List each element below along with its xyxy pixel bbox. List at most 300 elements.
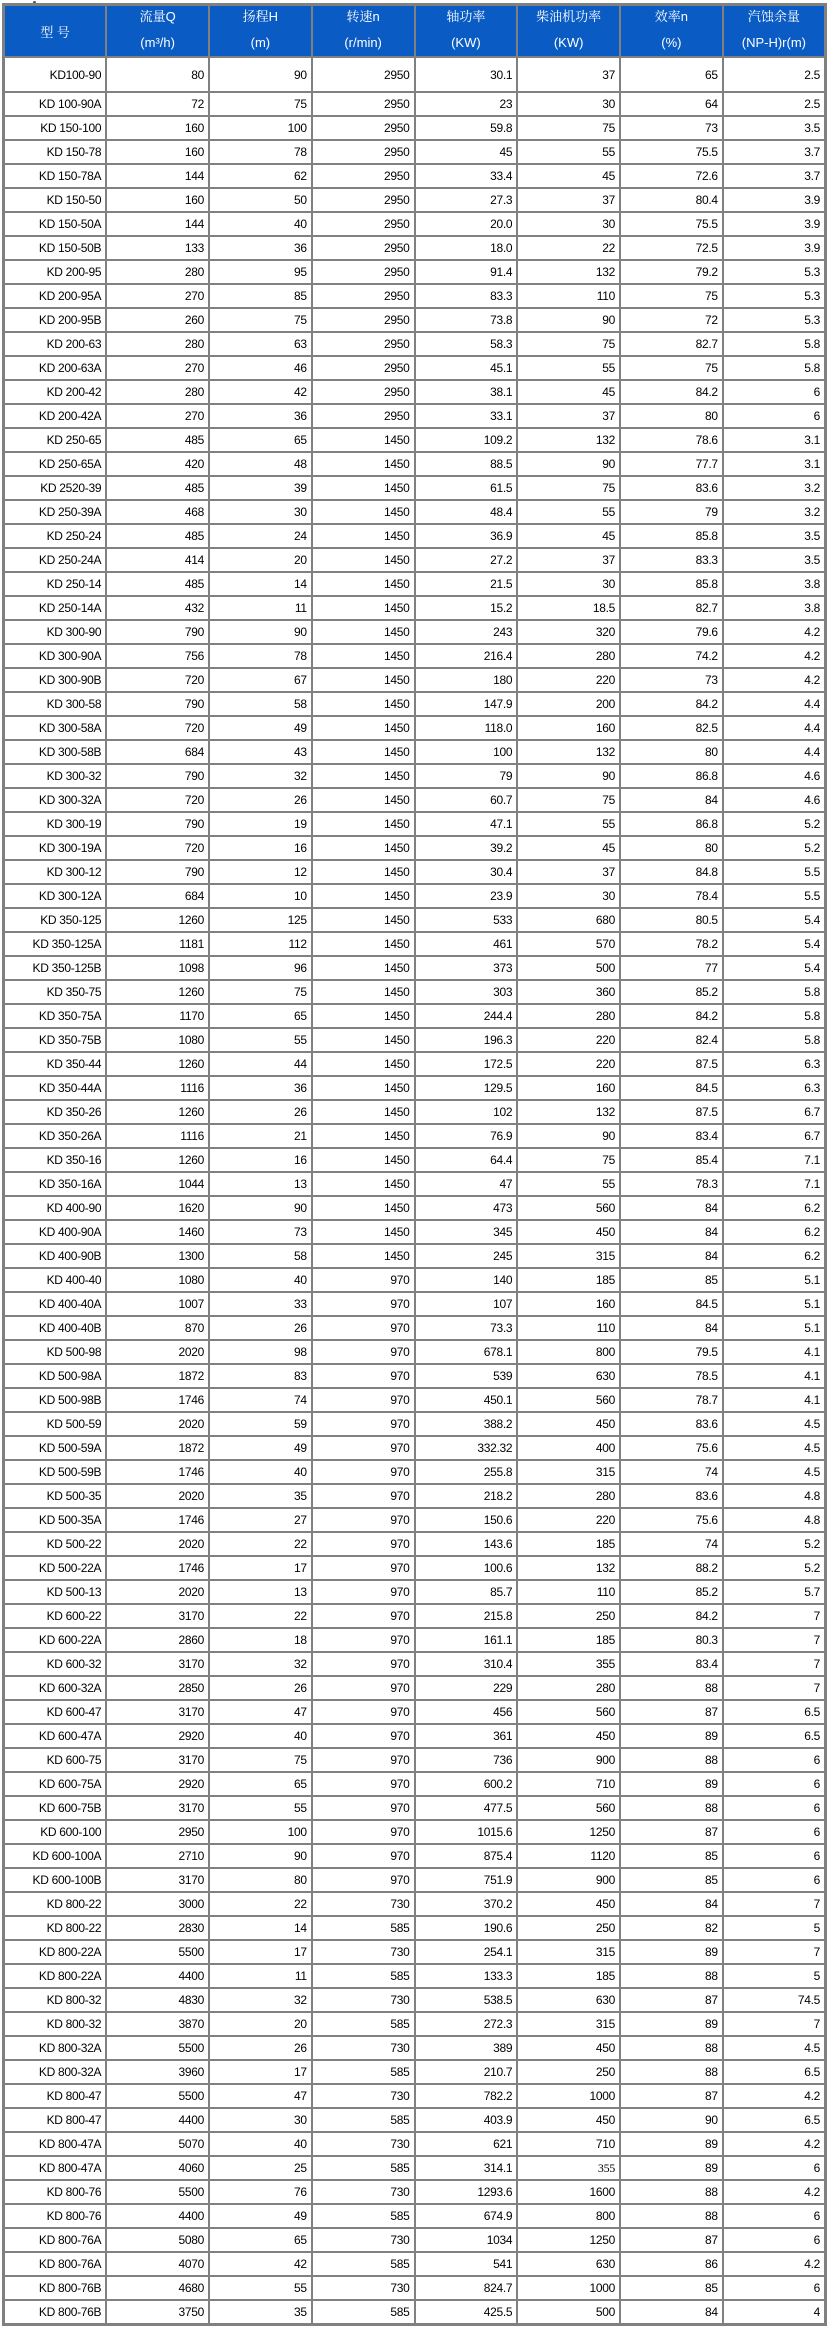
value-cell: 65 xyxy=(209,1004,312,1028)
table-row xyxy=(4,1628,826,1652)
value-cell: 1300 xyxy=(106,1244,209,1268)
value-cell: 1015.6 xyxy=(415,1820,518,1844)
column-unit: (m) xyxy=(250,35,271,50)
table-row xyxy=(4,188,826,212)
table-row xyxy=(4,1316,826,1340)
value-cell: 1044 xyxy=(106,1172,209,1196)
value-cell: 26 xyxy=(209,1676,312,1700)
value-cell: 2950 xyxy=(312,92,415,116)
value-cell: 414 xyxy=(106,548,209,572)
value-cell: 30 xyxy=(517,92,620,116)
value-cell: 87 xyxy=(620,1820,723,1844)
value-cell: 630 xyxy=(517,2252,620,2276)
value-cell: 40 xyxy=(209,1724,312,1748)
value-cell: 125 xyxy=(209,908,312,932)
value-cell: 64.4 xyxy=(415,1148,518,1172)
value-cell: 89 xyxy=(620,1772,723,1796)
model-cell: KD 800-76 xyxy=(4,2204,107,2228)
table-row xyxy=(4,380,826,404)
value-cell: 2020 xyxy=(106,1412,209,1436)
value-cell: 270 xyxy=(106,356,209,380)
value-cell: 21 xyxy=(209,1124,312,1148)
model-cell: KD 600-75A xyxy=(4,1772,107,1796)
value-cell: 11 xyxy=(209,596,312,620)
value-cell: 90 xyxy=(209,620,312,644)
value-cell: 6 xyxy=(723,404,826,428)
value-cell: 389 xyxy=(415,2036,518,2060)
value-cell: 790 xyxy=(106,860,209,884)
value-cell: 5.8 xyxy=(723,980,826,1004)
table-row xyxy=(4,1532,826,1556)
value-cell: 254.1 xyxy=(415,1940,518,1964)
model-cell: KD 400-40B xyxy=(4,1316,107,1340)
value-cell: 88 xyxy=(620,2204,723,2228)
value-cell: 800 xyxy=(517,1340,620,1364)
value-cell: 1260 xyxy=(106,1052,209,1076)
value-cell: 3170 xyxy=(106,1868,209,1892)
value-cell: 74 xyxy=(620,1532,723,1556)
value-cell: 5.7 xyxy=(723,1580,826,1604)
value-cell: 751.9 xyxy=(415,1868,518,1892)
table-row xyxy=(4,1244,826,1268)
value-cell: 45 xyxy=(517,524,620,548)
value-cell: 2950 xyxy=(312,236,415,260)
column-unit: (NP-H)r(m) xyxy=(741,35,806,50)
table-row xyxy=(4,620,826,644)
value-cell: 6.3 xyxy=(723,1052,826,1076)
table-row xyxy=(4,212,826,236)
model-cell: KD 250-24A xyxy=(4,548,107,572)
table-row xyxy=(4,1484,826,1508)
value-cell: 75 xyxy=(209,92,312,116)
value-cell: 75 xyxy=(209,980,312,1004)
value-cell: 37 xyxy=(517,57,620,92)
value-cell: 25 xyxy=(209,2156,312,2180)
model-cell: KD 800-47 xyxy=(4,2108,107,2132)
table-row xyxy=(4,164,826,188)
value-cell: 485 xyxy=(106,476,209,500)
value-cell: 5.4 xyxy=(723,956,826,980)
value-cell: 86.8 xyxy=(620,812,723,836)
value-cell: 78.4 xyxy=(620,884,723,908)
value-cell: 3.2 xyxy=(723,500,826,524)
value-cell: 3170 xyxy=(106,1700,209,1724)
value-cell: 790 xyxy=(106,620,209,644)
value-cell: 75.5 xyxy=(620,212,723,236)
model-cell: KD 250-65 xyxy=(4,428,107,452)
value-cell: 83.4 xyxy=(620,1124,723,1148)
value-cell: 39.2 xyxy=(415,836,518,860)
value-cell: 1000 xyxy=(517,2276,620,2300)
value-cell: 83.3 xyxy=(620,548,723,572)
column-label: 转速n xyxy=(346,9,380,24)
value-cell: 790 xyxy=(106,764,209,788)
value-cell: 244.4 xyxy=(415,1004,518,1028)
model-cell: KD 350-75A xyxy=(4,1004,107,1028)
table-row xyxy=(4,764,826,788)
value-cell: 730 xyxy=(312,2180,415,2204)
value-cell: 49 xyxy=(209,2204,312,2228)
value-cell: 33.4 xyxy=(415,164,518,188)
value-cell: 45 xyxy=(415,140,518,164)
value-cell: 970 xyxy=(312,1724,415,1748)
value-cell: 5.2 xyxy=(723,812,826,836)
value-cell: 220 xyxy=(517,1028,620,1052)
value-cell: 1450 xyxy=(312,956,415,980)
value-cell: 5.3 xyxy=(723,284,826,308)
value-cell: 17 xyxy=(209,1556,312,1580)
value-cell: 2950 xyxy=(312,308,415,332)
table-row xyxy=(4,2060,826,2084)
value-cell: 49 xyxy=(209,1436,312,1460)
value-cell: 132 xyxy=(517,1556,620,1580)
value-cell: 79.5 xyxy=(620,1340,723,1364)
table-row xyxy=(4,1364,826,1388)
model-cell: KD 200-95B xyxy=(4,308,107,332)
value-cell: 730 xyxy=(312,1988,415,2012)
value-cell: 87.5 xyxy=(620,1100,723,1124)
value-cell: 1450 xyxy=(312,980,415,1004)
model-cell: KD 800-76 xyxy=(4,2180,107,2204)
value-cell: 85.4 xyxy=(620,1148,723,1172)
value-cell: 730 xyxy=(312,1892,415,1916)
value-cell: 90 xyxy=(209,57,312,92)
value-cell: 1260 xyxy=(106,1100,209,1124)
value-cell: 1000 xyxy=(517,2084,620,2108)
value-cell: 970 xyxy=(312,1484,415,1508)
value-cell: 88 xyxy=(620,1796,723,1820)
value-cell: 50 xyxy=(209,188,312,212)
table-row xyxy=(4,1388,826,1412)
value-cell: 75.5 xyxy=(620,140,723,164)
value-cell: 75 xyxy=(517,332,620,356)
model-cell: KD 300-32 xyxy=(4,764,107,788)
value-cell: 89 xyxy=(620,2156,723,2180)
value-cell: 220 xyxy=(517,1508,620,1532)
value-cell: 75 xyxy=(209,1748,312,1772)
value-cell: 6 xyxy=(723,1796,826,1820)
table-row xyxy=(4,1556,826,1580)
column-label: 型 号 xyxy=(4,5,107,58)
value-cell: 450 xyxy=(517,2036,620,2060)
value-cell: 80.4 xyxy=(620,188,723,212)
value-cell: 4.1 xyxy=(723,1388,826,1412)
value-cell: 2.5 xyxy=(723,92,826,116)
value-cell: 3.8 xyxy=(723,572,826,596)
value-cell: 16 xyxy=(209,1148,312,1172)
value-cell: 970 xyxy=(312,1652,415,1676)
value-cell: 87 xyxy=(620,1988,723,2012)
value-cell: 18.0 xyxy=(415,236,518,260)
value-cell: 450 xyxy=(517,1220,620,1244)
table-row xyxy=(4,1988,826,2012)
value-cell: 4.4 xyxy=(723,692,826,716)
column-label: 柴油机功率 xyxy=(536,9,602,24)
column-header-6 xyxy=(620,5,723,58)
value-cell: 20.0 xyxy=(415,212,518,236)
model-cell: KD 300-12 xyxy=(4,860,107,884)
table-row xyxy=(4,1508,826,1532)
table-row xyxy=(4,1700,826,1724)
value-cell: 621 xyxy=(415,2132,518,2156)
value-cell: 260 xyxy=(106,308,209,332)
value-cell: 86 xyxy=(620,2252,723,2276)
value-cell: 45 xyxy=(517,380,620,404)
value-cell: 85.7 xyxy=(415,1580,518,1604)
table-row xyxy=(4,2084,826,2108)
value-cell: 1620 xyxy=(106,1196,209,1220)
value-cell: 88 xyxy=(620,2180,723,2204)
value-cell: 6 xyxy=(723,1844,826,1868)
value-cell: 720 xyxy=(106,788,209,812)
value-cell: 73.3 xyxy=(415,1316,518,1340)
value-cell: 60.7 xyxy=(415,788,518,812)
table-row xyxy=(4,668,826,692)
value-cell: 680 xyxy=(517,908,620,932)
value-cell: 432 xyxy=(106,596,209,620)
value-cell: 85.8 xyxy=(620,524,723,548)
table-row xyxy=(4,1916,826,1940)
model-cell: KD 250-14 xyxy=(4,572,107,596)
table-row xyxy=(4,2252,826,2276)
table-row xyxy=(4,284,826,308)
value-cell: 600.2 xyxy=(415,1772,518,1796)
value-cell: 280 xyxy=(517,1676,620,1700)
column-header-4 xyxy=(415,5,518,58)
value-cell: 970 xyxy=(312,1796,415,1820)
value-cell: 85 xyxy=(620,2276,723,2300)
value-cell: 5.3 xyxy=(723,308,826,332)
value-cell: 1746 xyxy=(106,1388,209,1412)
table-row xyxy=(4,1580,826,1604)
value-cell: 73 xyxy=(620,668,723,692)
value-cell: 456 xyxy=(415,1700,518,1724)
value-cell: 3.1 xyxy=(723,452,826,476)
value-cell: 7.1 xyxy=(723,1148,826,1172)
value-cell: 5.1 xyxy=(723,1292,826,1316)
model-cell: KD 800-32A xyxy=(4,2060,107,2084)
value-cell: 133.3 xyxy=(415,1964,518,1988)
value-cell: 970 xyxy=(312,1844,415,1868)
value-cell: 6 xyxy=(723,380,826,404)
value-cell: 2950 xyxy=(312,140,415,164)
table-row xyxy=(4,2036,826,2060)
value-cell: 22 xyxy=(209,1604,312,1628)
table-row xyxy=(4,1748,826,1772)
value-cell: 5.4 xyxy=(723,932,826,956)
value-cell: 32 xyxy=(209,1988,312,2012)
value-cell: 80 xyxy=(620,740,723,764)
value-cell: 72.5 xyxy=(620,236,723,260)
value-cell: 370.2 xyxy=(415,1892,518,1916)
value-cell: 6.5 xyxy=(723,2060,826,2084)
table-row xyxy=(4,1292,826,1316)
table-row xyxy=(4,1412,826,1436)
value-cell: 74 xyxy=(209,1388,312,1412)
value-cell: 3750 xyxy=(106,2300,209,2325)
value-cell: 82.7 xyxy=(620,332,723,356)
value-cell: 4400 xyxy=(106,2204,209,2228)
value-cell: 1450 xyxy=(312,812,415,836)
value-cell: 1450 xyxy=(312,452,415,476)
value-cell: 730 xyxy=(312,2084,415,2108)
value-cell: 4 xyxy=(723,2300,826,2325)
column-header-5 xyxy=(517,5,620,58)
column-unit: (KW) xyxy=(553,35,584,50)
value-cell: 1250 xyxy=(517,1820,620,1844)
value-cell: 144 xyxy=(106,164,209,188)
model-cell: KD 600-47 xyxy=(4,1700,107,1724)
value-cell: 100 xyxy=(415,740,518,764)
value-cell: 76.9 xyxy=(415,1124,518,1148)
column-header-7 xyxy=(723,5,826,58)
value-cell: 83.6 xyxy=(620,1412,723,1436)
value-cell: 400 xyxy=(517,1436,620,1460)
value-cell: 218.2 xyxy=(415,1484,518,1508)
value-cell: 90 xyxy=(517,308,620,332)
column-unit: (KW) xyxy=(451,35,481,50)
model-cell: KD 200-42A xyxy=(4,404,107,428)
value-cell: 55 xyxy=(517,1172,620,1196)
value-cell: 970 xyxy=(312,1700,415,1724)
value-cell: 2950 xyxy=(312,116,415,140)
value-cell: 20 xyxy=(209,548,312,572)
value-cell: 11 xyxy=(209,1964,312,1988)
model-cell: KD 400-40 xyxy=(4,1268,107,1292)
value-cell: 65 xyxy=(209,428,312,452)
table-row xyxy=(4,2180,826,2204)
value-cell: 88 xyxy=(620,1748,723,1772)
value-cell: 147.9 xyxy=(415,692,518,716)
value-cell: 4.8 xyxy=(723,1484,826,1508)
table-row xyxy=(4,908,826,932)
value-cell: 79 xyxy=(415,764,518,788)
value-cell: 403.9 xyxy=(415,2108,518,2132)
value-cell: 55 xyxy=(209,1796,312,1820)
table-row xyxy=(4,2132,826,2156)
model-cell: KD 500-59 xyxy=(4,1412,107,1436)
value-cell: 78.6 xyxy=(620,428,723,452)
value-cell: 684 xyxy=(106,740,209,764)
value-cell: 1450 xyxy=(312,764,415,788)
value-cell: 59.8 xyxy=(415,116,518,140)
table-row xyxy=(4,884,826,908)
value-cell: 30 xyxy=(517,884,620,908)
value-cell: 84 xyxy=(620,1892,723,1916)
value-cell: 1450 xyxy=(312,1196,415,1220)
value-cell: 2950 xyxy=(312,380,415,404)
table-row xyxy=(4,2228,826,2252)
model-cell: KD 300-58A xyxy=(4,716,107,740)
value-cell: 185 xyxy=(517,1628,620,1652)
value-cell: 4.5 xyxy=(723,1436,826,1460)
value-cell: 6 xyxy=(723,2204,826,2228)
value-cell: 17 xyxy=(209,2060,312,2084)
value-cell: 1080 xyxy=(106,1268,209,1292)
table-row xyxy=(4,404,826,428)
value-cell: 3.5 xyxy=(723,548,826,572)
value-cell: 5.2 xyxy=(723,836,826,860)
table-row xyxy=(4,644,826,668)
value-cell: 6.2 xyxy=(723,1196,826,1220)
value-cell: 26 xyxy=(209,1100,312,1124)
model-cell: KD 150-78A xyxy=(4,164,107,188)
value-cell: 250 xyxy=(517,1604,620,1628)
value-cell: 15.2 xyxy=(415,596,518,620)
value-cell: 64 xyxy=(620,92,723,116)
value-cell: 80 xyxy=(106,57,209,92)
value-cell: 40 xyxy=(209,212,312,236)
model-cell: KD 100-90A xyxy=(4,92,107,116)
value-cell: 420 xyxy=(106,452,209,476)
value-cell: 161.1 xyxy=(415,1628,518,1652)
value-cell: 355 xyxy=(517,2156,620,2180)
model-cell: KD 500-22 xyxy=(4,1532,107,1556)
value-cell: 129.5 xyxy=(415,1076,518,1100)
value-cell: 1450 xyxy=(312,908,415,932)
value-cell: 5500 xyxy=(106,1940,209,1964)
value-cell: 280 xyxy=(106,380,209,404)
model-cell: KD 800-32 xyxy=(4,1988,107,2012)
value-cell: 110 xyxy=(517,284,620,308)
value-cell: 36 xyxy=(209,404,312,428)
value-cell: 541 xyxy=(415,2252,518,2276)
model-cell: KD 300-90 xyxy=(4,620,107,644)
value-cell: 45 xyxy=(517,164,620,188)
value-cell: 16 xyxy=(209,836,312,860)
value-cell: 185 xyxy=(517,1964,620,1988)
value-cell: 4400 xyxy=(106,2108,209,2132)
value-cell: 21.5 xyxy=(415,572,518,596)
table-row xyxy=(4,716,826,740)
value-cell: 6 xyxy=(723,1748,826,1772)
value-cell: 243 xyxy=(415,620,518,644)
value-cell: 824.7 xyxy=(415,2276,518,2300)
table-row xyxy=(4,1460,826,1484)
model-cell: KD 800-32A xyxy=(4,2036,107,2060)
value-cell: 2830 xyxy=(106,1916,209,1940)
model-cell: KD 150-50 xyxy=(4,188,107,212)
value-cell: 32 xyxy=(209,764,312,788)
value-cell: 80.3 xyxy=(620,1628,723,1652)
value-cell: 1450 xyxy=(312,668,415,692)
table-row xyxy=(4,788,826,812)
value-cell: 630 xyxy=(517,1364,620,1388)
value-cell: 3.9 xyxy=(723,188,826,212)
table-row xyxy=(4,2012,826,2036)
value-cell: 315 xyxy=(517,2012,620,2036)
value-cell: 2920 xyxy=(106,1772,209,1796)
value-cell: 48.4 xyxy=(415,500,518,524)
value-cell: 3960 xyxy=(106,2060,209,2084)
value-cell: 280 xyxy=(106,260,209,284)
value-cell: 144 xyxy=(106,212,209,236)
value-cell: 315 xyxy=(517,1460,620,1484)
table-body xyxy=(4,57,826,2325)
value-cell: 730 xyxy=(312,2036,415,2060)
table-row xyxy=(4,524,826,548)
model-cell: KD 600-100 xyxy=(4,1820,107,1844)
value-cell: 215.8 xyxy=(415,1604,518,1628)
model-cell: KD 300-32A xyxy=(4,788,107,812)
value-cell: 270 xyxy=(106,284,209,308)
model-cell: KD 350-26A xyxy=(4,1124,107,1148)
value-cell: 7 xyxy=(723,1892,826,1916)
value-cell: 1450 xyxy=(312,716,415,740)
value-cell: 89 xyxy=(620,2012,723,2036)
value-cell: 40 xyxy=(209,2132,312,2156)
model-cell: KD 600-75B xyxy=(4,1796,107,1820)
